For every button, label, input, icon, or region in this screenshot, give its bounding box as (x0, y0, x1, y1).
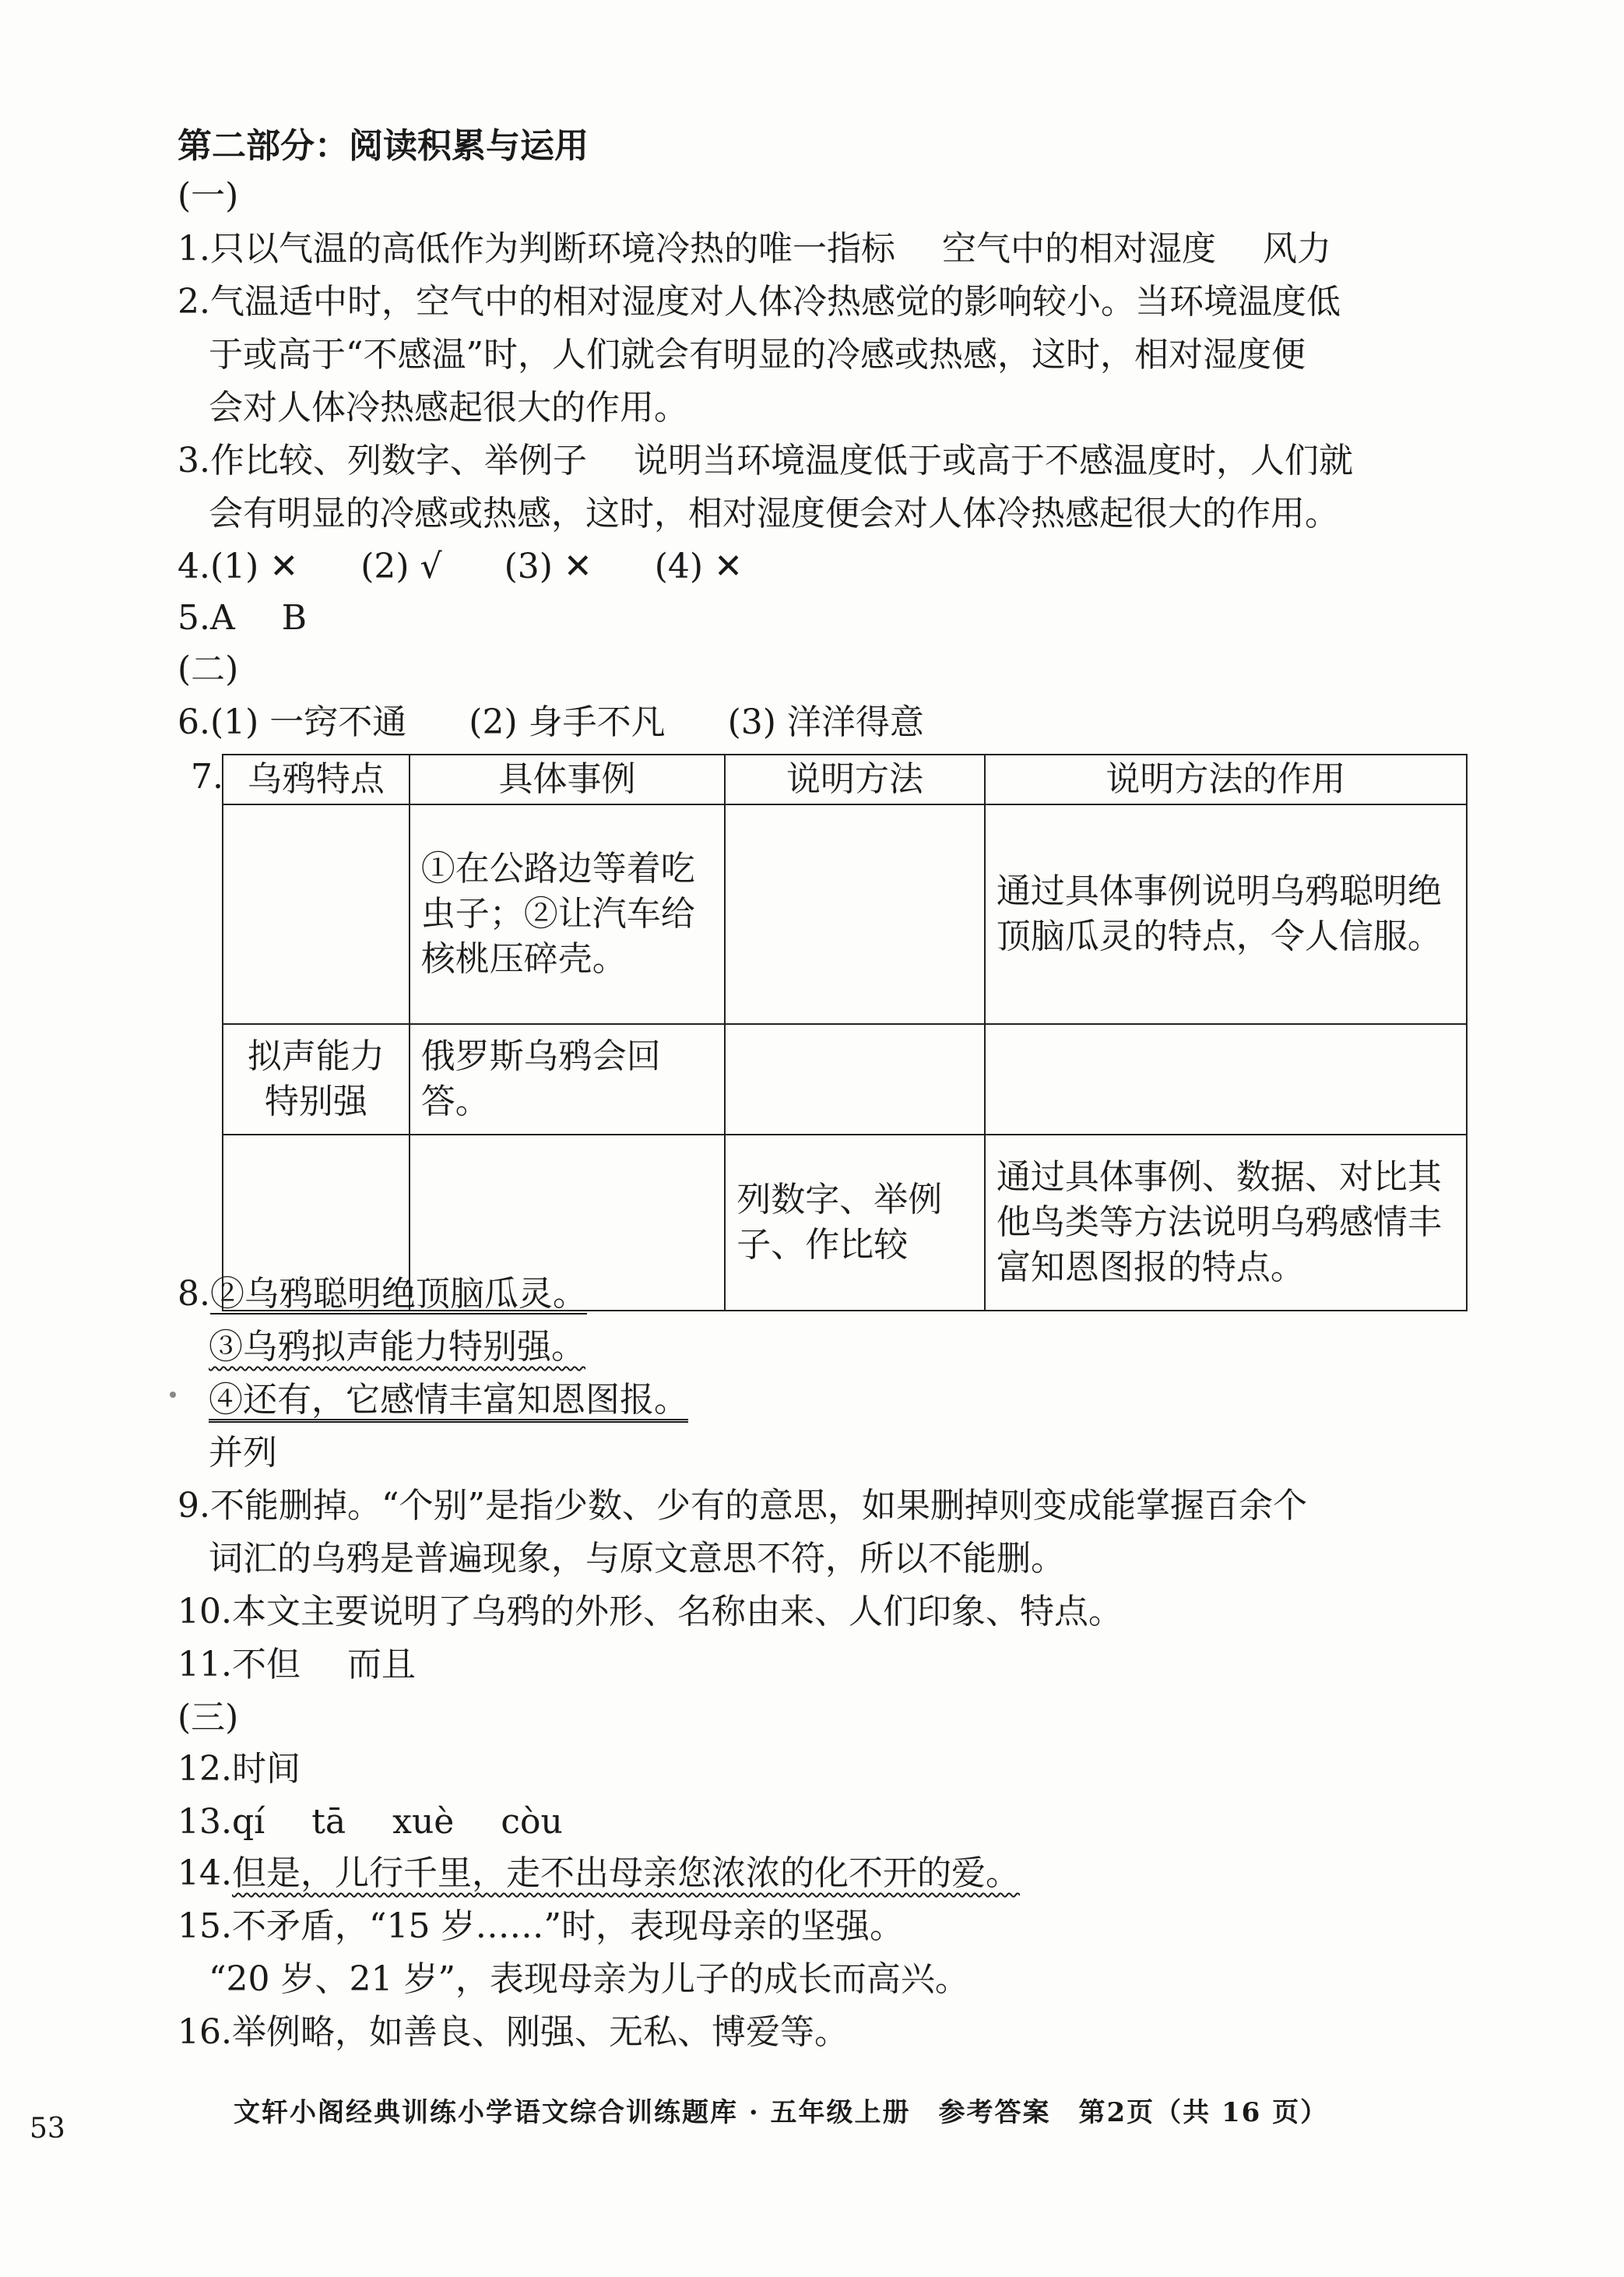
q7-num: 7. (191, 757, 223, 797)
q13-num: 13. (178, 1802, 232, 1842)
q3-b: 说明当环境温度低于或高于不感温度时，人们就 (633, 441, 1353, 480)
q5-num: 5. (178, 598, 210, 638)
part1-label: (一) (178, 176, 239, 216)
q1-num: 1. (178, 229, 210, 269)
part3-label: (三) (178, 1698, 239, 1737)
q10-num: 10. (178, 1592, 232, 1631)
cross-mark: ✕ (269, 547, 299, 586)
q13-answer: 13.qí tā xuè còu (178, 1802, 563, 1842)
q11-answer: 11.不但 而且 (178, 1645, 416, 1684)
table-cell (725, 1024, 985, 1135)
q10-answer: 10.本文主要说明了乌鸦的外形、名称由来、人们印象、特点。 (178, 1592, 1123, 1631)
q3-a: 作比较、列数字、举例子 (209, 441, 587, 480)
table-cell: 列数字、举例子、作比较 (725, 1135, 985, 1311)
q5-answer: 5.A B (178, 598, 308, 638)
q15-line2: “20 岁、21 岁”，表现母亲为儿子的成长而高兴。 (209, 1959, 969, 1999)
q2-line2: 于或高于“不感温”时，人们就会有明显的冷感或热感，这时，相对湿度便 (209, 335, 1306, 375)
q9-line1: 9.不能删掉。“个别”是指少数、少有的意思，如果删掉则变成能掌握百余个 (178, 1486, 1307, 1526)
page-number: 53 (30, 2113, 65, 2145)
table-cell: 通过具体事例、数据、对比其他鸟类等方法说明乌鸦感情丰富知恩图报的特点。 (985, 1135, 1467, 1311)
q6-answer: 6.(1) 一窍不通 (2) 身手不凡 (3) 洋洋得意 (178, 702, 924, 742)
table-header-cell: 乌鸦特点 (223, 755, 410, 804)
q8-line1: 8.②乌鸦聪明绝顶脑瓜灵。 (178, 1274, 587, 1314)
table-header-cell: 说明方法 (725, 755, 985, 804)
q16-num: 16. (178, 2012, 232, 2052)
q7-table (222, 754, 1468, 1311)
q3-line2: 会有明显的冷感或热感，这时，相对湿度便会对人体冷热感起很大的作用。 (209, 494, 1339, 533)
q3-num: 3. (178, 441, 210, 480)
q9-line2: 词汇的乌鸦是普遍现象，与原文意思不符，所以不能删。 (209, 1539, 1065, 1578)
table-cell: 通过具体事例说明乌鸦聪明绝顶脑瓜灵的特点，令人信服。 (985, 804, 1467, 1024)
q1-answer (178, 226, 1331, 273)
q4-answer: 4.(1) ✕ (2) √ (3) ✕ (4) ✕ (178, 547, 743, 586)
q14-answer: 14.但是，儿行千里，走不出母亲您浓浓的化不开的爱。 (178, 1853, 1020, 1893)
table-cell: 俄罗斯乌鸦会回答。 (410, 1024, 726, 1135)
table-cell: 拟声能力特别强 (223, 1024, 410, 1135)
cross-mark: ✕ (563, 547, 592, 586)
table-header-row (223, 755, 1467, 804)
table-cell: ①在公路边等着吃虫子；②让汽车给核桃压碎壳。 (410, 804, 726, 1024)
q2-line3: 会对人体冷热感起很大的作用。 (209, 388, 688, 428)
q2-line1: 2.气温适中时，空气中的相对湿度对人体冷热感觉的影响较小。当环境温度低 (178, 282, 1341, 322)
q16-answer: 16.举例略，如善良、刚强、无私、博爱等。 (178, 2012, 849, 2052)
q8-line2: ③乌鸦拟声能力特别强。 (209, 1327, 585, 1367)
q8-line3: ④还有，它感情丰富知恩图报。 (209, 1380, 688, 1420)
table-cell (223, 804, 410, 1024)
table-cell (725, 804, 985, 1024)
stray-mark (170, 1392, 176, 1398)
q1-a: 只以气温的高低作为判断环境冷热的唯一指标 (209, 229, 895, 269)
q11-num: 11. (178, 1645, 232, 1684)
q8-num: 8. (178, 1274, 210, 1314)
q9-num: 9. (178, 1486, 210, 1526)
q1-c: 风力 (1262, 229, 1331, 269)
q14-num: 14. (178, 1853, 232, 1893)
q15-num: 15. (178, 1906, 232, 1946)
check-mark: √ (420, 547, 442, 586)
footer-title: 文轩小阁经典训练小学语文综合训练题库 · 五年级上册 参考答案 第2页（共 16 页） (234, 2097, 1329, 2128)
q8-extra: 并列 (209, 1433, 277, 1473)
table-row (223, 1024, 1467, 1135)
q12-num: 12. (178, 1749, 232, 1789)
section-title: 第二部分：阅读积累与运用 (178, 126, 589, 166)
table-header-cell: 具体事例 (410, 755, 726, 804)
table-cell (985, 1024, 1467, 1135)
q12-answer: 12.时间 (178, 1749, 301, 1789)
q2-num: 2. (178, 282, 210, 322)
q3-line1 (178, 438, 1353, 484)
q6-num: 6. (178, 702, 210, 742)
table-header-cell: 说明方法的作用 (985, 755, 1467, 804)
q1-b: 空气中的相对湿度 (941, 229, 1216, 269)
part2-label: (二) (178, 649, 239, 689)
q15-line1: 15.不矛盾，“15 岁……”时，表现母亲的坚强。 (178, 1906, 904, 1946)
cross-mark: ✕ (714, 547, 743, 586)
q4-num: 4. (178, 547, 210, 586)
table-row (223, 804, 1467, 1024)
